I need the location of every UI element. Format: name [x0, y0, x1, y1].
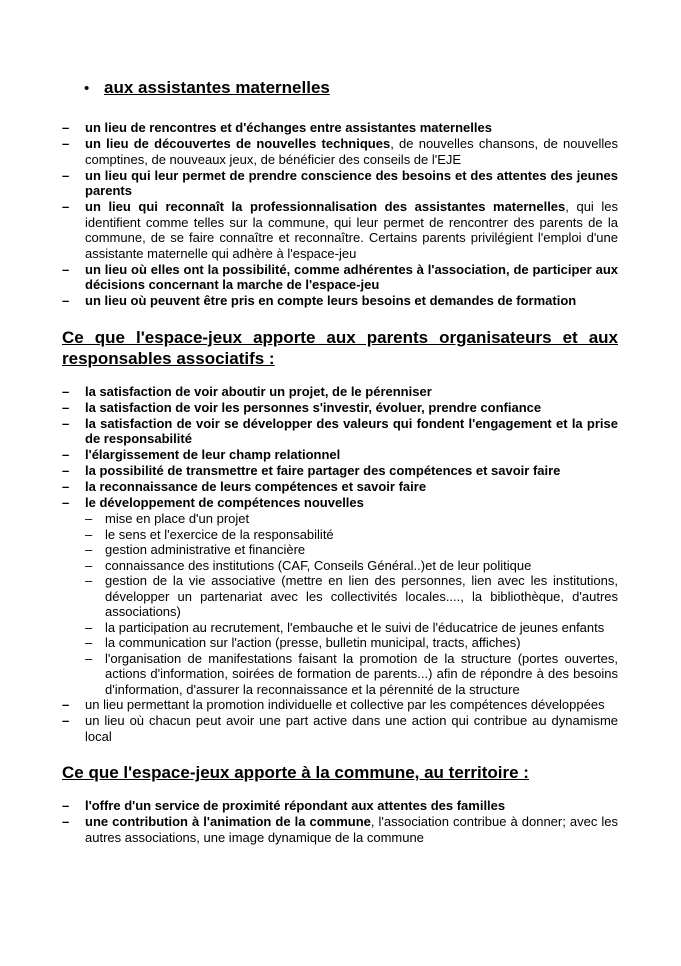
section-heading-parents: Ce que l'espace-jeux apporte aux parents organisateurs et aux responsables associatifs :	[62, 327, 618, 368]
assistantes-benefits-list	[62, 120, 618, 309]
list-item-bold-text: un lieu où peuvent être pris en compte leurs besoins et demandes de formation	[85, 293, 577, 308]
dash-bullet-icon: –	[62, 697, 70, 712]
sub-list-item	[85, 542, 618, 558]
list-item	[62, 495, 618, 511]
dash-bullet-icon: –	[62, 199, 70, 214]
dash-bullet-icon: –	[62, 798, 70, 813]
list-item-rest-text: , qui les identifient comme telles sur la commune, qui leur permet de rencontrer des parents de la commune, de se faire connaître et reconnaître. Certains parents privilégient l'emploi d'une assistante maternelle qui adhère à l'espace-jeu	[85, 199, 618, 261]
parents-benefits-list	[62, 384, 618, 511]
list-item-text	[85, 293, 618, 309]
list-item-text	[85, 713, 618, 744]
list-item-text	[85, 463, 618, 479]
dash-bullet-icon: –	[62, 447, 70, 462]
sub-dash-bullet-icon: –	[85, 526, 93, 542]
dash-bullet-icon: –	[62, 479, 70, 494]
dash-bullet-icon: –	[62, 120, 70, 135]
list-item-rest-text: , l'association contribue à donner; avec les autres associations, une image dynamique de la commune	[85, 814, 618, 845]
sub-list-item-text: connaissance des institutions (CAF, Conseils Général..)et de leur politique	[105, 557, 532, 573]
dash-bullet-icon: –	[62, 383, 70, 399]
list-item	[62, 136, 618, 167]
sub-list-item	[85, 635, 618, 651]
dash-bullet-icon: –	[62, 167, 70, 183]
dash-bullet-icon: –	[62, 495, 70, 510]
section-heading-commune: Ce que l'espace-jeux apporte à la commune, au territoire :	[62, 763, 529, 782]
sub-list-item-text: la communication sur l'action (presse, bulletin municipal, tracts, affiches)	[105, 635, 521, 650]
list-item-text	[85, 136, 618, 167]
list-item-text	[85, 447, 618, 463]
list-item	[62, 199, 618, 261]
list-item	[62, 384, 618, 400]
list-item-bold-text: la satisfaction de voir les personnes s'investir, évoluer, prendre confiance	[85, 399, 542, 415]
sub-list-item-text: gestion de la vie associative (mettre en lien des personnes, lien avec les institutions, développer un partenariat avec les collectivités locales...., la bibliothèque, d'autres associations)	[105, 573, 618, 619]
list-item	[62, 447, 618, 463]
dash-bullet-icon: –	[62, 261, 70, 277]
dash-bullet-icon: –	[62, 293, 70, 308]
sub-list-item	[85, 511, 618, 527]
dash-bullet-icon: –	[62, 713, 70, 728]
list-item	[62, 400, 618, 416]
sub-list-item-text: l'organisation de manifestations faisant la promotion de la structure (portes ouvertes, actions d'information, soirées de formation de parents...) afin de répondre à des besoins d'information, d'assurer la reconnaissance et la pérennité de la structure	[105, 650, 618, 697]
list-item	[62, 479, 618, 495]
sub-list-item-text: mise en place d'un projet	[105, 511, 250, 526]
sub-list-item-text: le sens et l'exercice de la responsabilité	[105, 526, 334, 542]
sub-dash-bullet-icon: –	[85, 635, 93, 650]
sub-dash-bullet-icon: –	[85, 542, 93, 557]
list-item	[62, 416, 618, 447]
list-item	[62, 697, 618, 713]
top-heading-text: aux assistantes maternelles	[104, 78, 330, 97]
list-item-text	[85, 814, 618, 845]
dash-bullet-icon: –	[62, 136, 70, 151]
list-item	[62, 293, 618, 309]
sub-dash-bullet-icon: –	[85, 619, 93, 635]
list-item	[62, 262, 618, 293]
top-bullet-heading	[84, 78, 618, 98]
list-item-text	[85, 120, 618, 136]
list-item	[62, 814, 618, 845]
list-item-text	[85, 168, 618, 199]
sub-list-item	[85, 620, 618, 636]
sub-dash-bullet-icon: –	[85, 557, 93, 573]
list-item-text	[85, 199, 618, 261]
list-item-text	[85, 798, 618, 814]
list-item-bold-text: le développement de compétences nouvelles	[85, 495, 364, 510]
dash-bullet-icon: –	[62, 463, 70, 478]
list-item-bold-text: la possibilité de transmettre et faire partager des compétences et savoir faire	[85, 463, 561, 478]
sub-list-item	[85, 573, 618, 620]
list-item-text	[85, 384, 618, 400]
list-item	[62, 463, 618, 479]
list-item-rest-text: , de nouvelles chansons, de nouvelles comptines, de nouveaux jeux, de bénéficier des conseils de l'EJE	[85, 136, 618, 167]
sub-dash-bullet-icon: –	[85, 573, 93, 588]
sub-dash-bullet-icon: –	[85, 650, 93, 666]
list-item-bold-text: la satisfaction de voir se développer des valeurs qui fondent l'engagement et la prise de responsabilité	[85, 415, 618, 446]
list-item-bold-text: un lieu qui leur permet de prendre conscience des besoins et des attentes des jeunes parents	[85, 167, 618, 198]
list-item-rest-text: un lieu où chacun peut avoir une part active dans une action qui contribue au dynamisme local	[85, 713, 618, 744]
list-item-text	[85, 400, 618, 416]
parents-benefits-list-continued	[62, 697, 618, 744]
list-item	[62, 798, 618, 814]
sub-list-item	[85, 651, 618, 698]
list-item-bold-text: un lieu où elles ont la possibilité, comme adhérentes à l'association, de participer aux décisions concernant la marche de l'espace-jeu	[85, 261, 618, 292]
list-item-text	[85, 697, 618, 713]
sub-dash-bullet-icon: –	[85, 511, 93, 526]
competences-sub-list	[85, 511, 618, 697]
list-item-bold-text: un lieu de découvertes de nouvelles techniques	[85, 136, 391, 151]
list-item-rest-text: un lieu permettant la promotion individuelle et collective par les compétences développées	[85, 697, 605, 712]
list-item	[62, 168, 618, 199]
list-item-bold-text: une contribution à l'animation de la commune	[85, 814, 371, 829]
sub-list-item-text: la participation au recrutement, l'embauche et le suivi de l'éducatrice de jeunes enfants	[105, 619, 605, 635]
list-item-bold-text: l'offre d'un service de proximité répondant aux attentes des familles	[85, 798, 506, 813]
dash-bullet-icon: –	[62, 415, 70, 431]
list-item-bold-text: un lieu de rencontres et d'échanges entre assistantes maternelles	[85, 120, 492, 135]
list-item-text	[85, 416, 618, 447]
commune-benefits-list	[62, 798, 618, 845]
list-item-bold-text: la reconnaissance de leurs compétences et savoir faire	[85, 479, 427, 494]
dash-bullet-icon: –	[62, 814, 70, 829]
list-item	[62, 120, 618, 136]
list-item-bold-text: un lieu qui reconnaît la professionnalisation des assistantes maternelles	[85, 199, 566, 214]
sub-list-item	[85, 527, 618, 543]
list-item-text	[85, 495, 618, 511]
sub-list-item-text: gestion administrative et financière	[105, 542, 306, 557]
list-item-text	[85, 262, 618, 293]
list-item-bold-text: l'élargissement de leur champ relationnel	[85, 447, 341, 462]
dash-bullet-icon: –	[62, 399, 70, 415]
list-item-text	[85, 479, 618, 495]
bullet-icon: •	[84, 80, 90, 97]
list-item	[62, 713, 618, 744]
list-item-bold-text: la satisfaction de voir aboutir un projet, de le pérenniser	[85, 383, 432, 399]
document-content	[62, 78, 618, 846]
sub-list-item	[85, 558, 618, 574]
